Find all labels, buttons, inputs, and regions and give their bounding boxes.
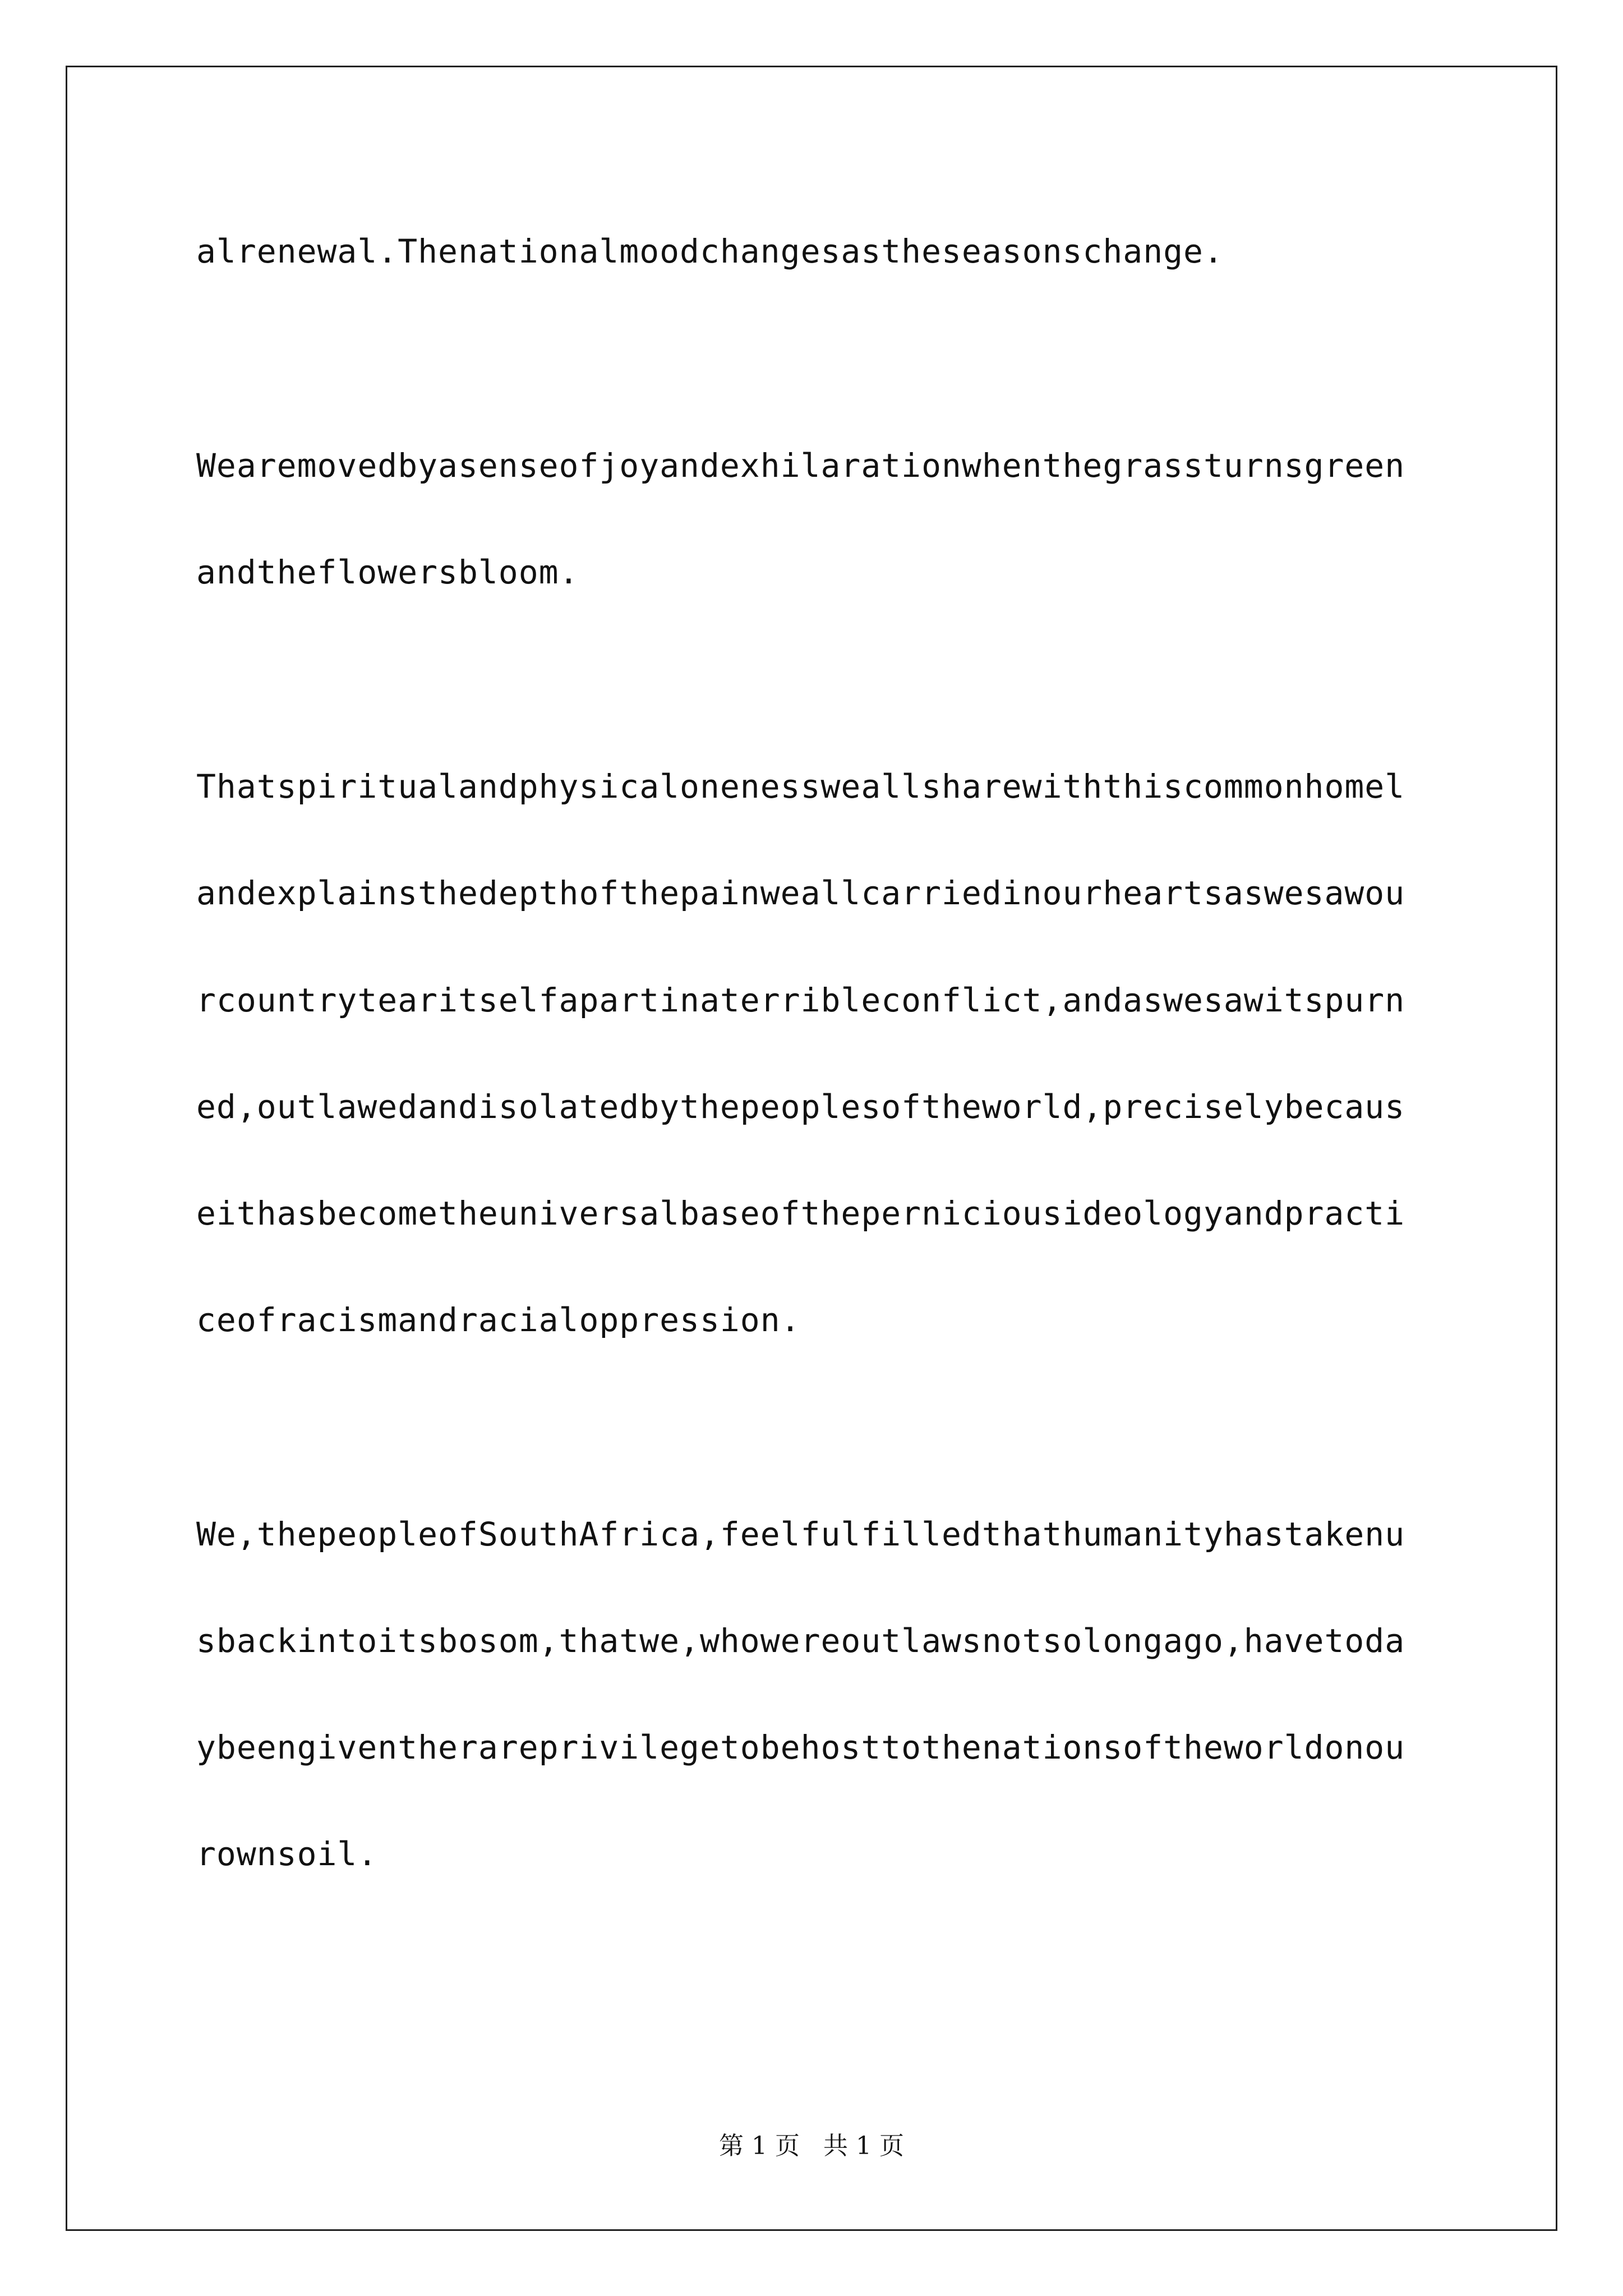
text-line: Thatspiritualandphysicalonenessweallsharewiththiscommonhomel xyxy=(196,767,1405,806)
page-number: 第 1 页 共 1 页 xyxy=(719,2132,904,2160)
text-line: rownsoil. xyxy=(196,1835,378,1873)
text-line: ceofracismandracialoppression. xyxy=(196,1301,801,1339)
text-line: rcountrytearitselfapartinaterribleconflict,andaswesawitspurn xyxy=(196,981,1405,1019)
text-line: eithasbecometheuniversalbaseoftheperniciousideologyandpracti xyxy=(196,1194,1405,1232)
text-line: sbackintoitsbosom,thatwe,whowereoutlawsnotsolongago,havetoda xyxy=(196,1622,1405,1660)
text-line: andexplainsthedepthofthepainweallcarriedinourheartsaswesawou xyxy=(196,874,1405,912)
text-line: ybeengiventherareprivilegetobehosttothenationsoftheworldonou xyxy=(196,1728,1405,1766)
text-line: alrenewal.Thenationalmoodchangesastheseasonschange. xyxy=(196,232,1224,270)
page-frame xyxy=(66,66,1557,2231)
text-line: ed,outlawedandisolatedbythepeoplesoftheworld,preciselybecaus xyxy=(196,1088,1405,1126)
text-line: andtheflowersbloom. xyxy=(196,553,579,591)
text-line: Wearemovedbyasenseofjoyandexhilarationwhenthegrassturnsgreen xyxy=(196,447,1405,485)
text-line: We,thepeopleofSouthAfrica,feelfulfilledthathumanityhastakenu xyxy=(196,1515,1405,1553)
